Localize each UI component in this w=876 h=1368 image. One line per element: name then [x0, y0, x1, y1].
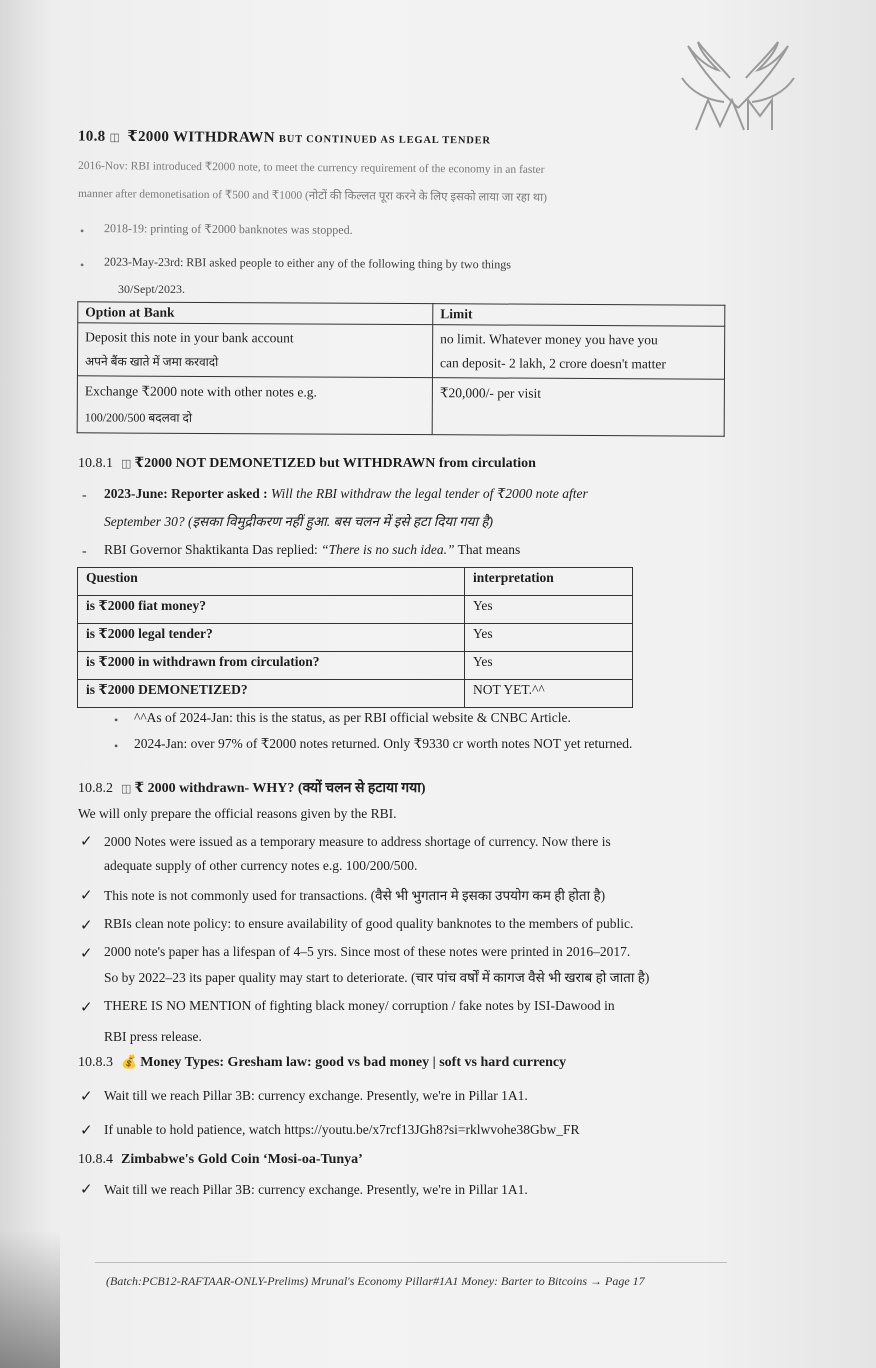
check-icon: ✓: [80, 918, 93, 934]
section-10-8-1-heading: [78, 455, 536, 472]
banknote-icon: ◫: [109, 131, 121, 144]
reason-line: So by 2022–23 its paper quality may start to deteriorate. (चार पांच वर्षों में कागज वैसे भी खराब हो जाता है): [104, 970, 650, 985]
reporter-question: [104, 486, 588, 502]
bullet-2023: 2023-May-23rd: RBI asked people to either any of the following thing by two things: [103, 254, 511, 272]
reason-line: This note is not commonly used for transactions. (वैसे भी भुगतान मे इसका उपयोग कम ही होता है): [104, 888, 606, 903]
pillar-note: Wait till we reach Pillar 3B: currency exchange. Presently, we're in Pillar 1A1.: [104, 1182, 528, 1197]
section-title: Money Types: Gresham law: good vs bad money | soft vs hard currency: [140, 1055, 567, 1070]
table-row: [77, 323, 724, 379]
banknote-icon: ◫: [121, 458, 132, 470]
page-footer: (Batch:PCB12-RAFTAAR-ONLY-Prelims) Mrunal's Economy Pillar#1A1 Money: Barter to Bitcoins → Page 17: [106, 1274, 645, 1288]
options-table: [77, 301, 726, 436]
table-header-cell: interpretation: [465, 568, 633, 596]
table-cell: NOT YET.^^: [465, 680, 633, 708]
bullet-marker: •: [80, 224, 85, 238]
check-icon: ✓: [80, 834, 93, 850]
section-10-8-4-heading: [78, 1152, 363, 1168]
interpretation-table: [77, 567, 633, 708]
reason-line: RBI press release.: [104, 1029, 202, 1044]
heading-amount: ₹2000: [127, 128, 170, 146]
dash-marker: -: [82, 544, 87, 559]
governor-reply: [104, 542, 520, 558]
section-10-8-3-heading: [78, 1054, 566, 1071]
table-row: [78, 680, 633, 708]
bullet-2023-cont: 30/Sept/2023.: [118, 282, 186, 296]
reason-line: 2000 note's paper has a lifespan of 4–5 yrs. Since most of these notes were printed in 2016–2017.: [104, 944, 631, 959]
section-number: 10.8.4: [78, 1152, 113, 1167]
pillar-note: Wait till we reach Pillar 3B: currency exchange. Presently, we're in Pillar 1A1.: [104, 1088, 528, 1103]
section-number: 10.8.2: [78, 781, 113, 796]
check-icon: ✓: [80, 1000, 93, 1016]
table-row: [78, 652, 633, 680]
section-title: ₹2000 NOT DEMONETIZED but WITHDRAWN from circulation: [134, 456, 536, 471]
question-lead: 2023-June: Reporter asked :: [104, 486, 271, 501]
check-icon: ✓: [80, 1123, 93, 1139]
check-icon: ✓: [80, 946, 93, 962]
bullet-2018: 2018-19: printing of ₹2000 banknotes was stopped.: [103, 221, 353, 237]
page-shadow: [0, 1230, 60, 1368]
note-returned: 2024-Jan: over 97% of ₹2000 notes returned. Only ₹9330 cr worth notes NOT yet returned.: [134, 736, 633, 751]
section-heading: [78, 127, 491, 149]
footer-rule: [95, 1262, 727, 1263]
table-cell: [77, 376, 432, 435]
section-10-8-2-heading: [78, 778, 426, 797]
cell-text-hindi: अपने बैंक खाते में जमा करवादो: [84, 354, 219, 370]
check-icon: ✓: [80, 1089, 93, 1105]
heading-main: WITHDRAWN: [172, 129, 275, 146]
cell-text: Deposit this note in your bank account: [85, 329, 294, 346]
cell-text: no limit. Whatever money you have you: [440, 331, 658, 348]
reason-line: THERE IS NO MENTION of fighting black money/ corruption / fake notes by ISI-Dawood in: [104, 998, 615, 1013]
bullet-marker: •: [114, 713, 119, 727]
bullet-marker: •: [114, 739, 119, 753]
cell-text: ₹20,000/- per visit: [439, 385, 542, 401]
intro-line-2: manner after demonetisation of ₹500 and ₹1000 (नोटों की किल्लत पूरा करने के लिए इसको लाया जा रहा था): [77, 187, 548, 205]
reason-line: adequate supply of other currency notes e.g. 100/200/500.: [104, 858, 418, 873]
section-number: 10.8.3: [78, 1055, 113, 1070]
note-status: ^^As of 2024-Jan: this is the status, as per RBI official website & CNBC Article.: [134, 710, 571, 725]
wings-logo: [668, 38, 808, 138]
heading-number: 10.8: [77, 128, 106, 145]
table-header-cell: Limit: [433, 304, 725, 327]
table-cell: Yes: [465, 652, 633, 680]
table-cell: Yes: [465, 596, 633, 624]
table-cell: is ₹2000 in withdrawn from circulation?: [78, 652, 465, 680]
section-intro: We will only prepare the official reasons given by the RBI.: [78, 806, 397, 821]
cell-text: can deposit- 2 lakh, 2 crore doesn't matter: [439, 355, 666, 372]
money-bag-icon: 💰: [121, 1054, 138, 1069]
heading-rest: BUT CONTINUED AS LEGAL TENDER: [278, 133, 491, 147]
reason-line: RBIs clean note policy: to ensure availability of good quality banknotes to the members of public.: [104, 916, 634, 931]
table-cell: [77, 323, 432, 378]
reply-lead: RBI Governor Shaktikanta Das replied:: [104, 542, 322, 557]
question-text: Will the RBI withdraw the legal tender of ₹2000 note after: [270, 486, 588, 501]
table-cell: [432, 325, 724, 380]
table-cell: Yes: [465, 624, 633, 652]
table-cell: is ₹2000 fiat money?: [78, 596, 465, 624]
table-cell: is ₹2000 DEMONETIZED?: [78, 680, 465, 708]
video-link-note: [104, 1122, 580, 1138]
check-icon: ✓: [80, 888, 93, 904]
video-link[interactable]: If unable to hold patience, watch https://youtu.be/x7rcf13JGh8?si=rklwvohe38Gbw_FR: [104, 1122, 580, 1137]
banknote-icon: ◫: [121, 783, 132, 795]
section-title: Zimbabwe's Gold Coin ‘Mosi-oa-Tunya’: [121, 1152, 363, 1167]
check-icon: ✓: [80, 1182, 93, 1198]
reply-quote: “There is no such idea.”: [321, 542, 455, 557]
table-row: [78, 596, 633, 624]
intro-line-1: 2016-Nov: RBI introduced ₹2000 note, to meet the currency requirement of the economy in an faster: [77, 159, 545, 177]
reporter-question-cont: September 30? (इसका विमुद्रीकरण नहीं हुआ. बस चलन में इसे हटा दिया गया है): [104, 514, 494, 529]
reason-line: 2000 Notes were issued as a temporary measure to address shortage of currency. Now there is: [104, 834, 611, 849]
table-header-row: [78, 568, 633, 596]
section-title: ₹ 2000 withdrawn- WHY? (क्यों चलन से हटाया गया): [134, 781, 426, 796]
section-number: 10.8.1: [78, 456, 113, 471]
reply-tail: That means: [454, 542, 521, 557]
dash-marker: -: [82, 488, 87, 503]
cell-text: Exchange ₹2000 note with other notes e.g.: [84, 383, 317, 400]
table-row: [78, 624, 633, 652]
table-cell: is ₹2000 legal tender?: [78, 624, 465, 652]
table-row: [77, 376, 724, 436]
table-cell: [432, 378, 724, 437]
cell-text-hindi: 100/200/500 बदलवा दो: [84, 410, 193, 425]
table-header-cell: Question: [78, 568, 465, 596]
table-header-cell: Option at Bank: [78, 302, 433, 325]
bullet-marker: •: [80, 258, 85, 272]
